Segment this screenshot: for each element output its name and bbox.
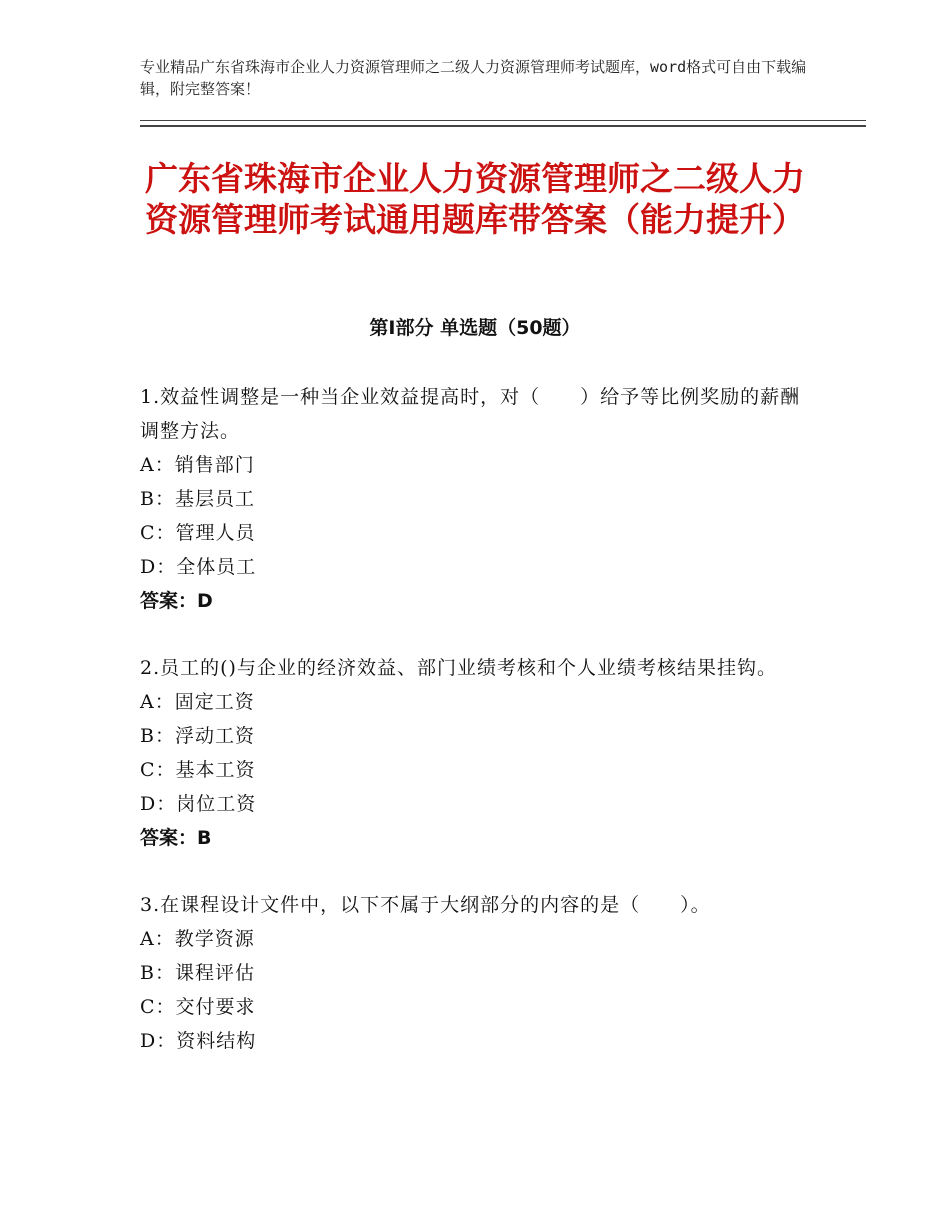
question-list xyxy=(140,380,810,1091)
question-stem: 3.在课程设计文件中，以下不属于大纲部分的内容的是（ ）。 xyxy=(140,894,711,916)
option-c: C：基本工资 xyxy=(140,759,256,781)
option-c: C：管理人员 xyxy=(140,522,256,544)
question-stem: 1.效益性调整是一种当企业效益提高时，对（ ）给予等比例奖励的薪酬调整方法。 xyxy=(140,386,801,442)
question-stem: 2.员工的()与企业的经济效益、部门业绩考核和个人业绩考核结果挂钩。 xyxy=(140,657,777,679)
question-1 xyxy=(140,380,810,618)
option-d: D：岗位工资 xyxy=(140,793,257,815)
option-b: B：基层员工 xyxy=(140,488,255,510)
option-b: B：课程评估 xyxy=(140,962,255,984)
option-d: D：全体员工 xyxy=(140,556,257,578)
answer: 答案：D xyxy=(140,590,213,612)
question-2 xyxy=(140,651,810,855)
document-title: 广东省珠海市企业人力资源管理师之二级人力资源管理师考试通用题库带答案（能力提升） xyxy=(145,159,805,239)
option-d: D：资料结构 xyxy=(140,1030,257,1052)
question-3 xyxy=(140,888,810,1058)
option-b: B：浮动工资 xyxy=(140,725,255,747)
option-c: C：交付要求 xyxy=(140,996,256,1018)
option-a: A：销售部门 xyxy=(140,454,255,476)
header-note: 专业精品广东省珠海市企业人力资源管理师之二级人力资源管理师考试题库，word格式可自由下载编辑，附完整答案！ xyxy=(140,58,807,98)
answer: 答案：B xyxy=(140,827,212,849)
header-divider xyxy=(140,120,866,127)
option-a: A：教学资源 xyxy=(140,928,255,950)
section-title: 第Ⅰ部分 单选题（50题） xyxy=(369,317,581,339)
option-a: A：固定工资 xyxy=(140,691,255,713)
